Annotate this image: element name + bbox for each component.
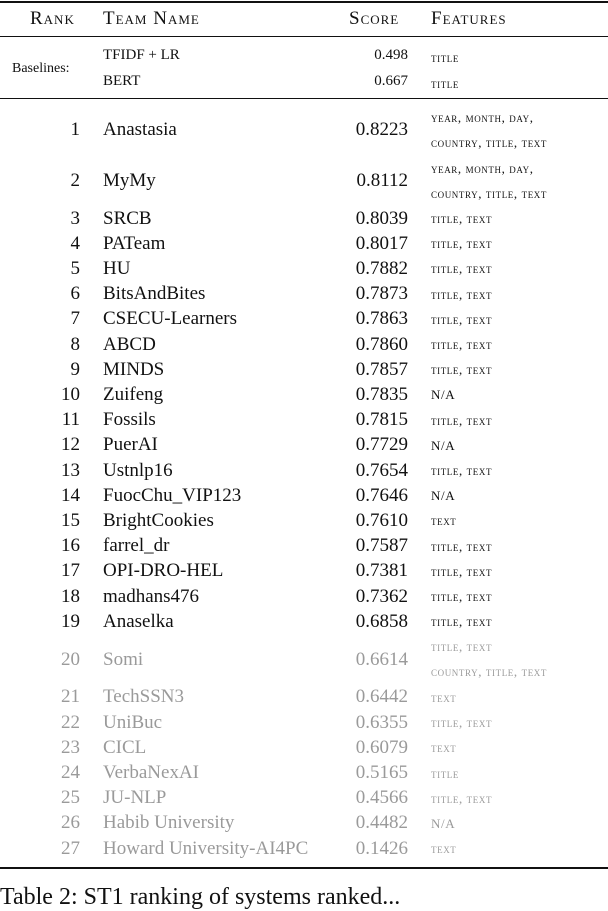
team-name-cell: Howard University-AI4PC	[103, 837, 309, 859]
team-name-cell: PuerAI	[103, 434, 158, 456]
team-name-cell: Ustnlp16	[103, 459, 173, 481]
table-row	[0, 685, 608, 710]
table-row	[0, 433, 608, 458]
features-cell	[431, 483, 606, 508]
table-row	[0, 408, 608, 433]
features-cell	[431, 408, 606, 433]
features-line: title, text	[431, 538, 493, 554]
table-row	[0, 483, 608, 508]
score-cell: 0.8039	[355, 207, 408, 229]
team-name-cell: JU-NLP	[103, 787, 167, 809]
features-line: title	[431, 765, 459, 781]
score-cell: 0.8223	[355, 119, 408, 141]
team-name-cell: UniBuc	[103, 711, 163, 733]
table-row	[0, 609, 608, 634]
features-cell	[431, 710, 606, 735]
team-name-cell: VerbaNexAI	[103, 762, 200, 784]
features-line: title, text	[431, 337, 493, 353]
table-row	[0, 105, 608, 156]
features-cell	[431, 332, 606, 357]
rank-cell: 4	[70, 232, 80, 254]
team-name-cell: farrel_dr	[103, 535, 170, 557]
features-line: title, text	[431, 236, 493, 252]
score-cell: 0.7381	[355, 560, 408, 582]
header-score: Score	[349, 8, 400, 29]
rank-cell: 20	[61, 648, 80, 670]
features-line: title, text	[431, 362, 493, 378]
features-cell	[431, 685, 606, 710]
features-line: title, text	[431, 563, 493, 579]
team-name-cell: CSECU-Learners	[103, 308, 238, 330]
features-cell	[431, 282, 606, 307]
table-row	[0, 357, 608, 382]
features-line: title, text	[431, 412, 493, 428]
team-name-cell: OPI-DRO-HEL	[103, 560, 224, 582]
features-cell	[431, 786, 606, 811]
features-line: text	[431, 513, 457, 529]
team-name-cell: BitsAndBites	[103, 283, 206, 305]
score-cell: 0.6355	[355, 711, 408, 733]
table-row	[0, 710, 608, 735]
score-cell: 0.6442	[355, 686, 408, 708]
team-name-cell: Anaselka	[103, 610, 174, 632]
table-row	[0, 508, 608, 533]
table-row	[0, 256, 608, 281]
table-row	[0, 382, 608, 407]
features-line: N/A	[431, 815, 456, 831]
team-name-cell: Anastasia	[103, 119, 177, 141]
rank-cell: 2	[70, 169, 80, 191]
features-line: year, month, day,	[431, 160, 534, 176]
table-row	[0, 584, 608, 609]
table-row	[0, 836, 608, 861]
top-rule	[0, 1, 608, 3]
features-cell	[431, 256, 606, 281]
rank-cell: 17	[61, 560, 80, 582]
features-cell	[431, 206, 606, 231]
rank-cell: 8	[70, 333, 80, 355]
features-cell	[431, 508, 606, 533]
table-row	[0, 761, 608, 786]
team-name-cell: CICL	[103, 736, 147, 758]
features-line: title, text	[431, 790, 493, 806]
features-cell	[431, 382, 606, 407]
score-cell: 0.7815	[355, 409, 408, 431]
header-team-name: Team Name	[103, 8, 200, 29]
table-row	[0, 156, 608, 207]
features-cell	[431, 761, 606, 786]
rank-cell: 1	[70, 119, 80, 141]
baseline-features: title	[431, 76, 459, 91]
table-row	[0, 735, 608, 760]
score-cell: 0.7646	[355, 484, 408, 506]
score-cell: 0.5165	[355, 762, 408, 784]
table-caption: Table 2: ST1 ranking of systems ranked...	[0, 884, 401, 910]
features-line: text	[431, 740, 457, 756]
features-cell	[431, 584, 606, 609]
score-cell: 0.8112	[356, 169, 408, 191]
rank-cell: 22	[61, 711, 80, 733]
features-line: title, text	[431, 589, 493, 605]
table-row	[0, 206, 608, 231]
table-row	[0, 811, 608, 836]
rank-cell: 3	[70, 207, 80, 229]
rank-cell: 9	[70, 358, 80, 380]
features-cell	[431, 307, 606, 332]
table-row	[0, 458, 608, 483]
rank-cell: 6	[70, 283, 80, 305]
features-cell	[431, 735, 606, 760]
features-cell	[431, 105, 606, 155]
score-cell: 0.4566	[355, 787, 408, 809]
team-name-cell: Somi	[103, 648, 144, 670]
score-cell: 0.7610	[355, 509, 408, 531]
features-line: N/A	[431, 437, 456, 453]
rank-cell: 16	[61, 535, 80, 557]
team-name-cell: ABCD	[103, 333, 156, 355]
score-cell: 0.7729	[355, 434, 408, 456]
features-cell	[431, 534, 606, 559]
features-line: country, title, text	[431, 135, 547, 150]
rank-cell: 7	[70, 308, 80, 330]
table-row	[0, 786, 608, 811]
team-name-cell: HU	[103, 257, 131, 279]
table-row	[0, 634, 608, 685]
rank-cell: 23	[61, 736, 80, 758]
team-name-cell: PATeam	[103, 232, 166, 254]
team-name-cell: MyMy	[103, 169, 156, 191]
team-name-cell: TechSSN3	[103, 686, 185, 708]
features-cell	[431, 357, 606, 382]
score-cell: 0.7835	[355, 383, 408, 405]
features-cell	[431, 811, 606, 836]
features-cell	[431, 231, 606, 256]
rank-cell: 11	[61, 409, 80, 431]
features-line: country, title, text	[431, 664, 547, 680]
table-row	[0, 282, 608, 307]
rank-cell: 10	[61, 383, 80, 405]
table-row	[0, 534, 608, 559]
features-cell	[431, 836, 606, 861]
features-cell	[431, 458, 606, 483]
rank-cell: 24	[61, 762, 80, 784]
rank-cell: 19	[61, 610, 80, 632]
features-line: title, text	[431, 311, 493, 327]
header-features: Features	[431, 8, 507, 29]
rank-cell: 15	[61, 509, 80, 531]
features-line: N/A	[431, 387, 456, 403]
rank-cell: 5	[70, 257, 80, 279]
features-line: country, title, text	[431, 185, 547, 201]
team-name-cell: madhans476	[103, 585, 200, 607]
score-cell: 0.7873	[355, 283, 408, 305]
baseline-row	[0, 70, 608, 96]
score-cell: 0.7362	[355, 585, 408, 607]
team-name-cell: Zuifeng	[103, 383, 164, 405]
features-line: title, text	[431, 261, 493, 277]
rank-cell: 26	[61, 812, 80, 834]
score-cell: 0.7857	[355, 358, 408, 380]
rank-cell: 13	[61, 459, 80, 481]
features-line: text	[431, 841, 457, 857]
baseline-features: title	[431, 50, 459, 65]
team-name-cell: BrightCookies	[103, 509, 214, 531]
table-row	[0, 559, 608, 584]
features-cell	[431, 156, 606, 206]
score-cell: 0.7863	[355, 308, 408, 330]
features-line: text	[431, 689, 457, 705]
header-rank: Rank	[30, 8, 75, 29]
features-line: year, month, day,	[431, 110, 534, 125]
team-name-cell: Habib University	[103, 812, 235, 834]
baseline-score: 0.667	[374, 73, 408, 89]
baseline-row	[0, 44, 608, 70]
score-cell: 0.7882	[355, 257, 408, 279]
rank-cell: 18	[61, 585, 80, 607]
score-cell: 0.7860	[355, 333, 408, 355]
features-line: title, text	[431, 211, 493, 227]
baselines-rule	[0, 98, 608, 99]
team-name-cell: Fossils	[103, 409, 156, 431]
score-cell: 0.4482	[355, 812, 408, 834]
baseline-team: TFIDF + LR	[103, 47, 180, 63]
features-line: title, text	[431, 639, 493, 655]
baseline-team: BERT	[103, 73, 141, 89]
rank-cell: 12	[61, 434, 80, 456]
score-cell: 0.7587	[355, 535, 408, 557]
table-row	[0, 307, 608, 332]
features-line: title, text	[431, 463, 493, 479]
team-name-cell: MINDS	[103, 358, 165, 380]
rank-cell: 21	[61, 686, 80, 708]
features-cell	[431, 559, 606, 584]
score-cell: 0.7654	[355, 459, 408, 481]
baselines-label: Baselines:	[12, 61, 70, 76]
rank-cell: 27	[61, 837, 80, 859]
bottom-rule	[0, 867, 608, 869]
score-cell: 0.6079	[355, 736, 408, 758]
table-row	[0, 231, 608, 256]
rank-cell: 25	[61, 787, 80, 809]
features-cell	[431, 433, 606, 458]
score-cell: 0.6858	[355, 610, 408, 632]
score-cell: 0.1426	[355, 837, 408, 859]
rank-cell: 14	[61, 484, 80, 506]
score-cell: 0.8017	[355, 232, 408, 254]
features-line: title, text	[431, 715, 493, 731]
header-rule	[0, 36, 608, 37]
baseline-score: 0.498	[374, 47, 408, 63]
team-name-cell: FuocChu_VIP123	[103, 484, 242, 506]
features-line: title, text	[431, 614, 493, 630]
features-cell	[431, 634, 606, 684]
features-line: title, text	[431, 286, 493, 302]
score-cell: 0.6614	[355, 648, 408, 670]
table-row	[0, 332, 608, 357]
features-cell	[431, 609, 606, 634]
features-line: N/A	[431, 488, 456, 504]
team-name-cell: SRCB	[103, 207, 152, 229]
